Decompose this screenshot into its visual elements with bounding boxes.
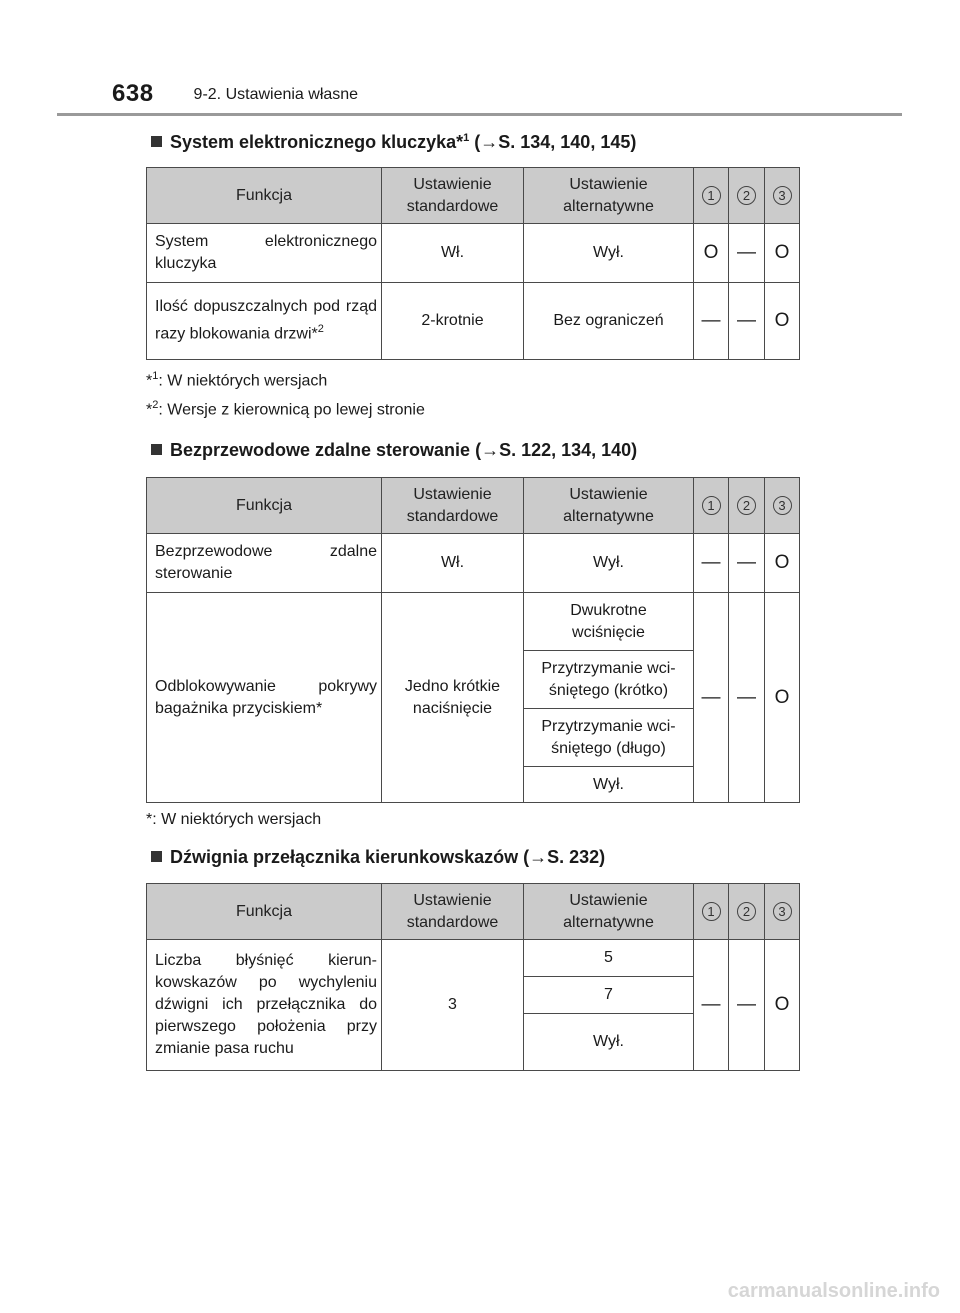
mark-cell-2: — — [729, 940, 765, 1071]
function-cell: System elektronicznego kluczyka — [147, 224, 382, 283]
default-cell: 2-krotnie — [382, 283, 524, 360]
section-title-remote-control: Bezprzewodowe zdalne sterowanie (→S. 122, 134, 140) — [151, 440, 637, 461]
header-col-2 — [729, 168, 765, 224]
function-cell: Ilość dopuszczalnych pod rząd razy blokowania drzwi*$^2$ — [147, 283, 382, 360]
number-1-circle-icon: 1 — [702, 186, 721, 205]
header-default: Ustawienie standardowe — [382, 884, 524, 940]
table-row — [147, 593, 800, 651]
section-title-turn-signal: Dźwignia przełącznika kierunkowskazów (→S. 232) — [151, 847, 605, 868]
header-col-3 — [765, 478, 800, 534]
smart-key-table — [146, 167, 800, 360]
header-col-2 — [729, 884, 765, 940]
table-row — [147, 534, 800, 593]
square-bullet-icon — [151, 851, 162, 862]
header-col-1 — [694, 884, 729, 940]
mark-cell-3: O — [765, 534, 800, 593]
function-cell: Bezprzewodowe zdalne sterowanie — [147, 534, 382, 593]
table-header-row — [147, 884, 800, 940]
default-cell: 3 — [382, 940, 524, 1071]
alt-cell: Przytrzymanie wci- śniętego (krótko) — [524, 651, 694, 709]
header-col-3 — [765, 884, 800, 940]
alt-cell: Bez ograniczeń — [524, 283, 694, 360]
turn-signal-table — [146, 883, 800, 1071]
number-1-circle-icon: 1 — [702, 496, 721, 515]
alt-cell: Dwukrotne wciśnięcie — [524, 593, 694, 651]
page-number: 638 — [112, 80, 154, 107]
chapter-title: 9-2. Ustawienia własne — [193, 86, 359, 103]
square-bullet-icon — [151, 444, 162, 455]
mark-cell-1: O — [694, 224, 729, 283]
header-rule — [57, 113, 902, 116]
mark-cell-2: — — [729, 224, 765, 283]
alt-cell: 7 — [524, 977, 694, 1014]
page-reference: (→S. 134, 140, 145) — [469, 132, 637, 152]
header-col-1 — [694, 478, 729, 534]
mark-cell-2: — — [729, 534, 765, 593]
header-col-1 — [694, 168, 729, 224]
footnote: *: W niektórych wersjach — [146, 811, 322, 828]
header-default: Ustawienie standardowe — [382, 168, 524, 224]
number-2-circle-icon: 2 — [737, 902, 756, 921]
default-cell: Wł. — [382, 224, 524, 283]
header-function: Funkcja — [147, 884, 382, 940]
alt-cell: Przytrzymanie wci- śniętego (długo) — [524, 709, 694, 767]
square-bullet-icon — [151, 136, 162, 147]
header-col-3 — [765, 168, 800, 224]
alt-cell: Wył. — [524, 224, 694, 283]
table-row — [147, 224, 800, 283]
footnote-2: *$^2$: Wersje z kierownicą po lewej stronie — [146, 399, 425, 419]
mark-cell-1: — — [694, 940, 729, 1071]
function-cell: Liczba błyśnięć kierun-kowskazów po wychyleniu dźwigni ich przełącznika do pierwszego położenia przy zmianie pasa ruchu — [147, 940, 382, 1071]
table-header-row — [147, 478, 800, 534]
watermark: carmanualsonline.info — [727, 1280, 940, 1302]
page-reference: (→S. 122, 134, 140) — [470, 440, 638, 460]
header-default: Ustawienie standardowe — [382, 478, 524, 534]
alt-cell: Wył. — [524, 1014, 694, 1071]
remote-control-table — [146, 477, 800, 803]
footnote-1: *$^1$: W niektórych wersjach — [146, 370, 328, 390]
table-header-row — [147, 168, 800, 224]
number-3-circle-icon: 3 — [773, 186, 792, 205]
default-cell: Jedno krótkie naciśnięcie — [382, 593, 524, 803]
header-function: Funkcja — [147, 478, 382, 534]
mark-cell-3: O — [765, 283, 800, 360]
mark-cell-1: — — [694, 593, 729, 803]
mark-cell-3: O — [765, 593, 800, 803]
alt-cell: Wył. — [524, 767, 694, 803]
page-reference: (→S. 232) — [518, 847, 606, 867]
table-row — [147, 283, 800, 360]
alt-cell: 5 — [524, 940, 694, 977]
table-row — [147, 940, 800, 977]
number-2-circle-icon: 2 — [737, 496, 756, 515]
number-2-circle-icon: 2 — [737, 186, 756, 205]
number-3-circle-icon: 3 — [773, 902, 792, 921]
header-alternative: Ustawienie alternatywne — [524, 884, 694, 940]
mark-cell-3: O — [765, 224, 800, 283]
header-alternative: Ustawienie alternatywne — [524, 168, 694, 224]
mark-cell-2: — — [729, 283, 765, 360]
number-1-circle-icon: 1 — [702, 902, 721, 921]
section-title-smart-key: System elektronicznego kluczyka*$^1$ (→S. 134, 140, 145) — [151, 132, 636, 153]
page-header — [112, 80, 358, 108]
mark-cell-1: — — [694, 534, 729, 593]
mark-cell-3: O — [765, 940, 800, 1071]
mark-cell-2: — — [729, 593, 765, 803]
header-alternative: Ustawienie alternatywne — [524, 478, 694, 534]
header-function: Funkcja — [147, 168, 382, 224]
header-col-2 — [729, 478, 765, 534]
default-cell: Wł. — [382, 534, 524, 593]
mark-cell-1: — — [694, 283, 729, 360]
function-cell: Odblokowywanie pokrywy bagażnika przyciskiem* — [147, 593, 382, 803]
alt-cell: Wył. — [524, 534, 694, 593]
number-3-circle-icon: 3 — [773, 496, 792, 515]
